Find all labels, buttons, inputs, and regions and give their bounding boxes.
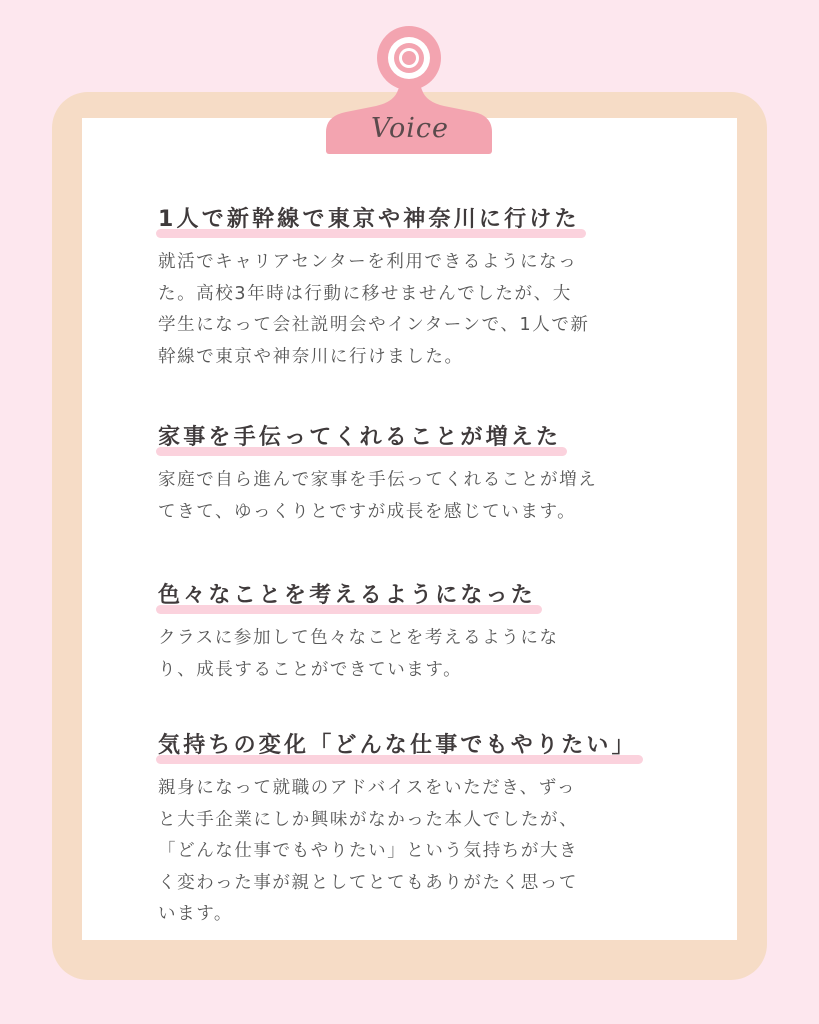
voice-item-1 [158,202,678,373]
voice-item-4 [158,728,678,931]
voice-body: 親身になって就職のアドバイスをいただき、ずっ と大手企業にしか興味がなかった本人でしたが、 「どんな仕事でもやりたい」という気持ちが大き く変わった事が親としてとてもありがたく思って います。 [158,778,579,924]
voice-item-2 [158,420,678,528]
voice-heading: 気持ちの変化「どんな仕事でもやりたい」 [158,728,643,759]
clip-icon [0,0,819,170]
clip-label: Voice [370,113,449,144]
voice-heading: 家事を手伝ってくれることが増えた [158,420,567,451]
voice-heading: 色々なことを考えるようになった [158,578,542,609]
voice-body: 家庭で自ら進んで家事を手伝ってくれることが増え てきて、ゆっくりとですが成長を感じています。 [158,470,598,522]
voice-body: 就活でキャリアセンターを利用できるようになっ た。高校3年時は行動に移せませんでしたが、大 学生になって会社説明会やインターンで、1人で新 幹線で東京や神奈川に行けました。 [158,252,590,367]
voice-body: クラスに参加して色々なことを考えるようにな り、成長することができています。 [158,628,559,680]
voice-heading: 1人で新幹線で東京や神奈川に行けた [158,202,586,233]
voice-item-3 [158,578,678,686]
